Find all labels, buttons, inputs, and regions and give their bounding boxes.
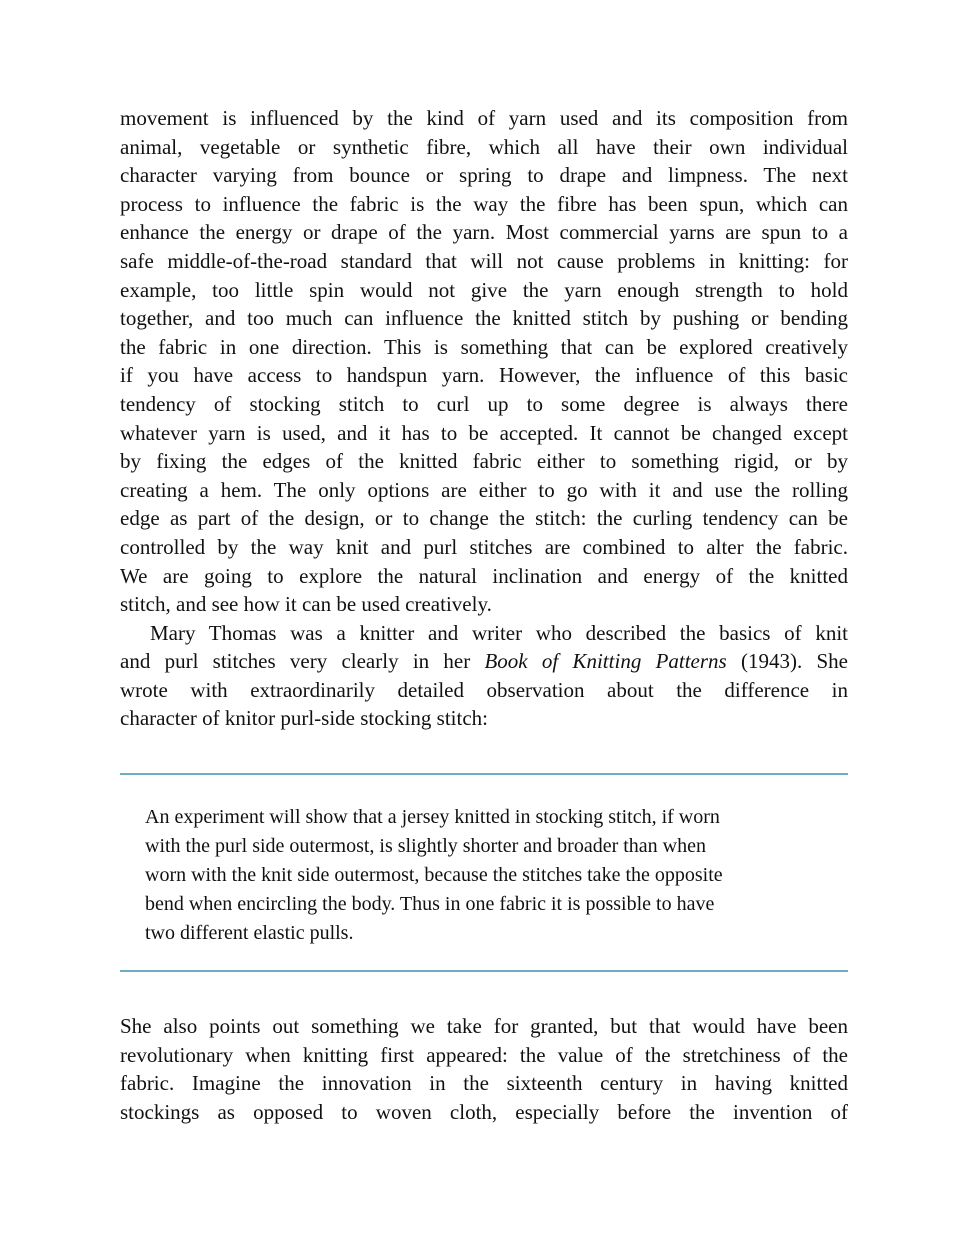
text-line: two different elastic pulls. [145,922,354,945]
text-line: Mary Thomas was a knitter and writer who described the basics of knit [150,620,848,645]
text-line: movement is influenced by the kind of yarn used and its composition from [120,106,848,130]
text-line: the fabric in one direction. This is something that can be explored creatively [120,334,848,359]
text-line: enhance the energy or drape of the yarn. Most commercial yarns are spun to a [120,220,848,245]
text-line: worn with the knit side outermost, because the stitches take the opposite [145,864,723,887]
text-line [120,647,848,676]
text-line: An experiment will show that a jersey knitted in stocking stitch, if worn [145,806,720,829]
text-line: by fixing the edges of the knitted fabric either to something rigid, or by [120,449,848,474]
text-line: if you have access to handspun yarn. However, the influence of this basic [120,363,848,388]
page-content [120,104,848,1126]
text-line: We are going to explore the natural inclination and energy of the knitted [120,563,848,588]
paragraph [120,104,848,619]
paragraph [120,619,848,733]
text-line: bend when encircling the body. Thus in one fabric it is possible to have [145,893,715,916]
text-line: process to influence the fabric is the way the fibre has been spun, which can [120,191,848,216]
text-line: fabric. Imagine the innovation in the sixteenth century in having knitted [120,1071,848,1096]
text-line: character of knitor purl-side stocking stitch: [120,706,488,731]
text-line: animal, vegetable or synthetic fibre, which all have their own individual [120,134,848,159]
text-line: with the purl side outermost, is slightly shorter and broader than when [145,835,707,858]
text-line: stockings as opposed to woven cloth, especially before the invention of [120,1099,848,1124]
text-segment: (1943). She [726,649,848,674]
text-line: together, and too much can influence the knitted stitch by pushing or bending [120,306,848,331]
text-line: character varying from bounce or spring to drape and limpness. The next [120,163,848,188]
text-line: edge as part of the design, or to change the stitch: the curling tendency can be [120,506,848,531]
text-line: whatever yarn is used, and it has to be accepted. It cannot be changed except [120,420,848,445]
text-line: tendency of stocking stitch to curl up to some degree is always there [120,391,848,416]
block-quote [120,789,848,956]
section-divider [120,970,848,972]
text-line: revolutionary when knitting first appeared: the value of the stretchiness of the [120,1042,848,1067]
book-title-italic: Book of Knitting Patterns [484,649,727,674]
text-line: stitch, and see how it can be used creatively. [120,592,492,617]
text-segment: and purl stitches very clearly in her [120,649,485,674]
paragraph [120,1012,848,1126]
text-line: controlled by the way knit and purl stitches are combined to alter the fabric. [120,534,848,559]
text-line: example, too little spin would not give the yarn enough strength to hold [120,277,848,302]
section-divider [120,773,848,775]
text-line: She also points out something we take for granted, but that would have been [120,1014,848,1039]
text-line: wrote with extraordinarily detailed observation about the difference in [120,677,848,702]
text-line: creating a hem. The only options are either to go with it and use the rolling [120,477,848,502]
text-line: safe middle-of-the-road standard that will not cause problems in knitting: for [120,248,848,273]
